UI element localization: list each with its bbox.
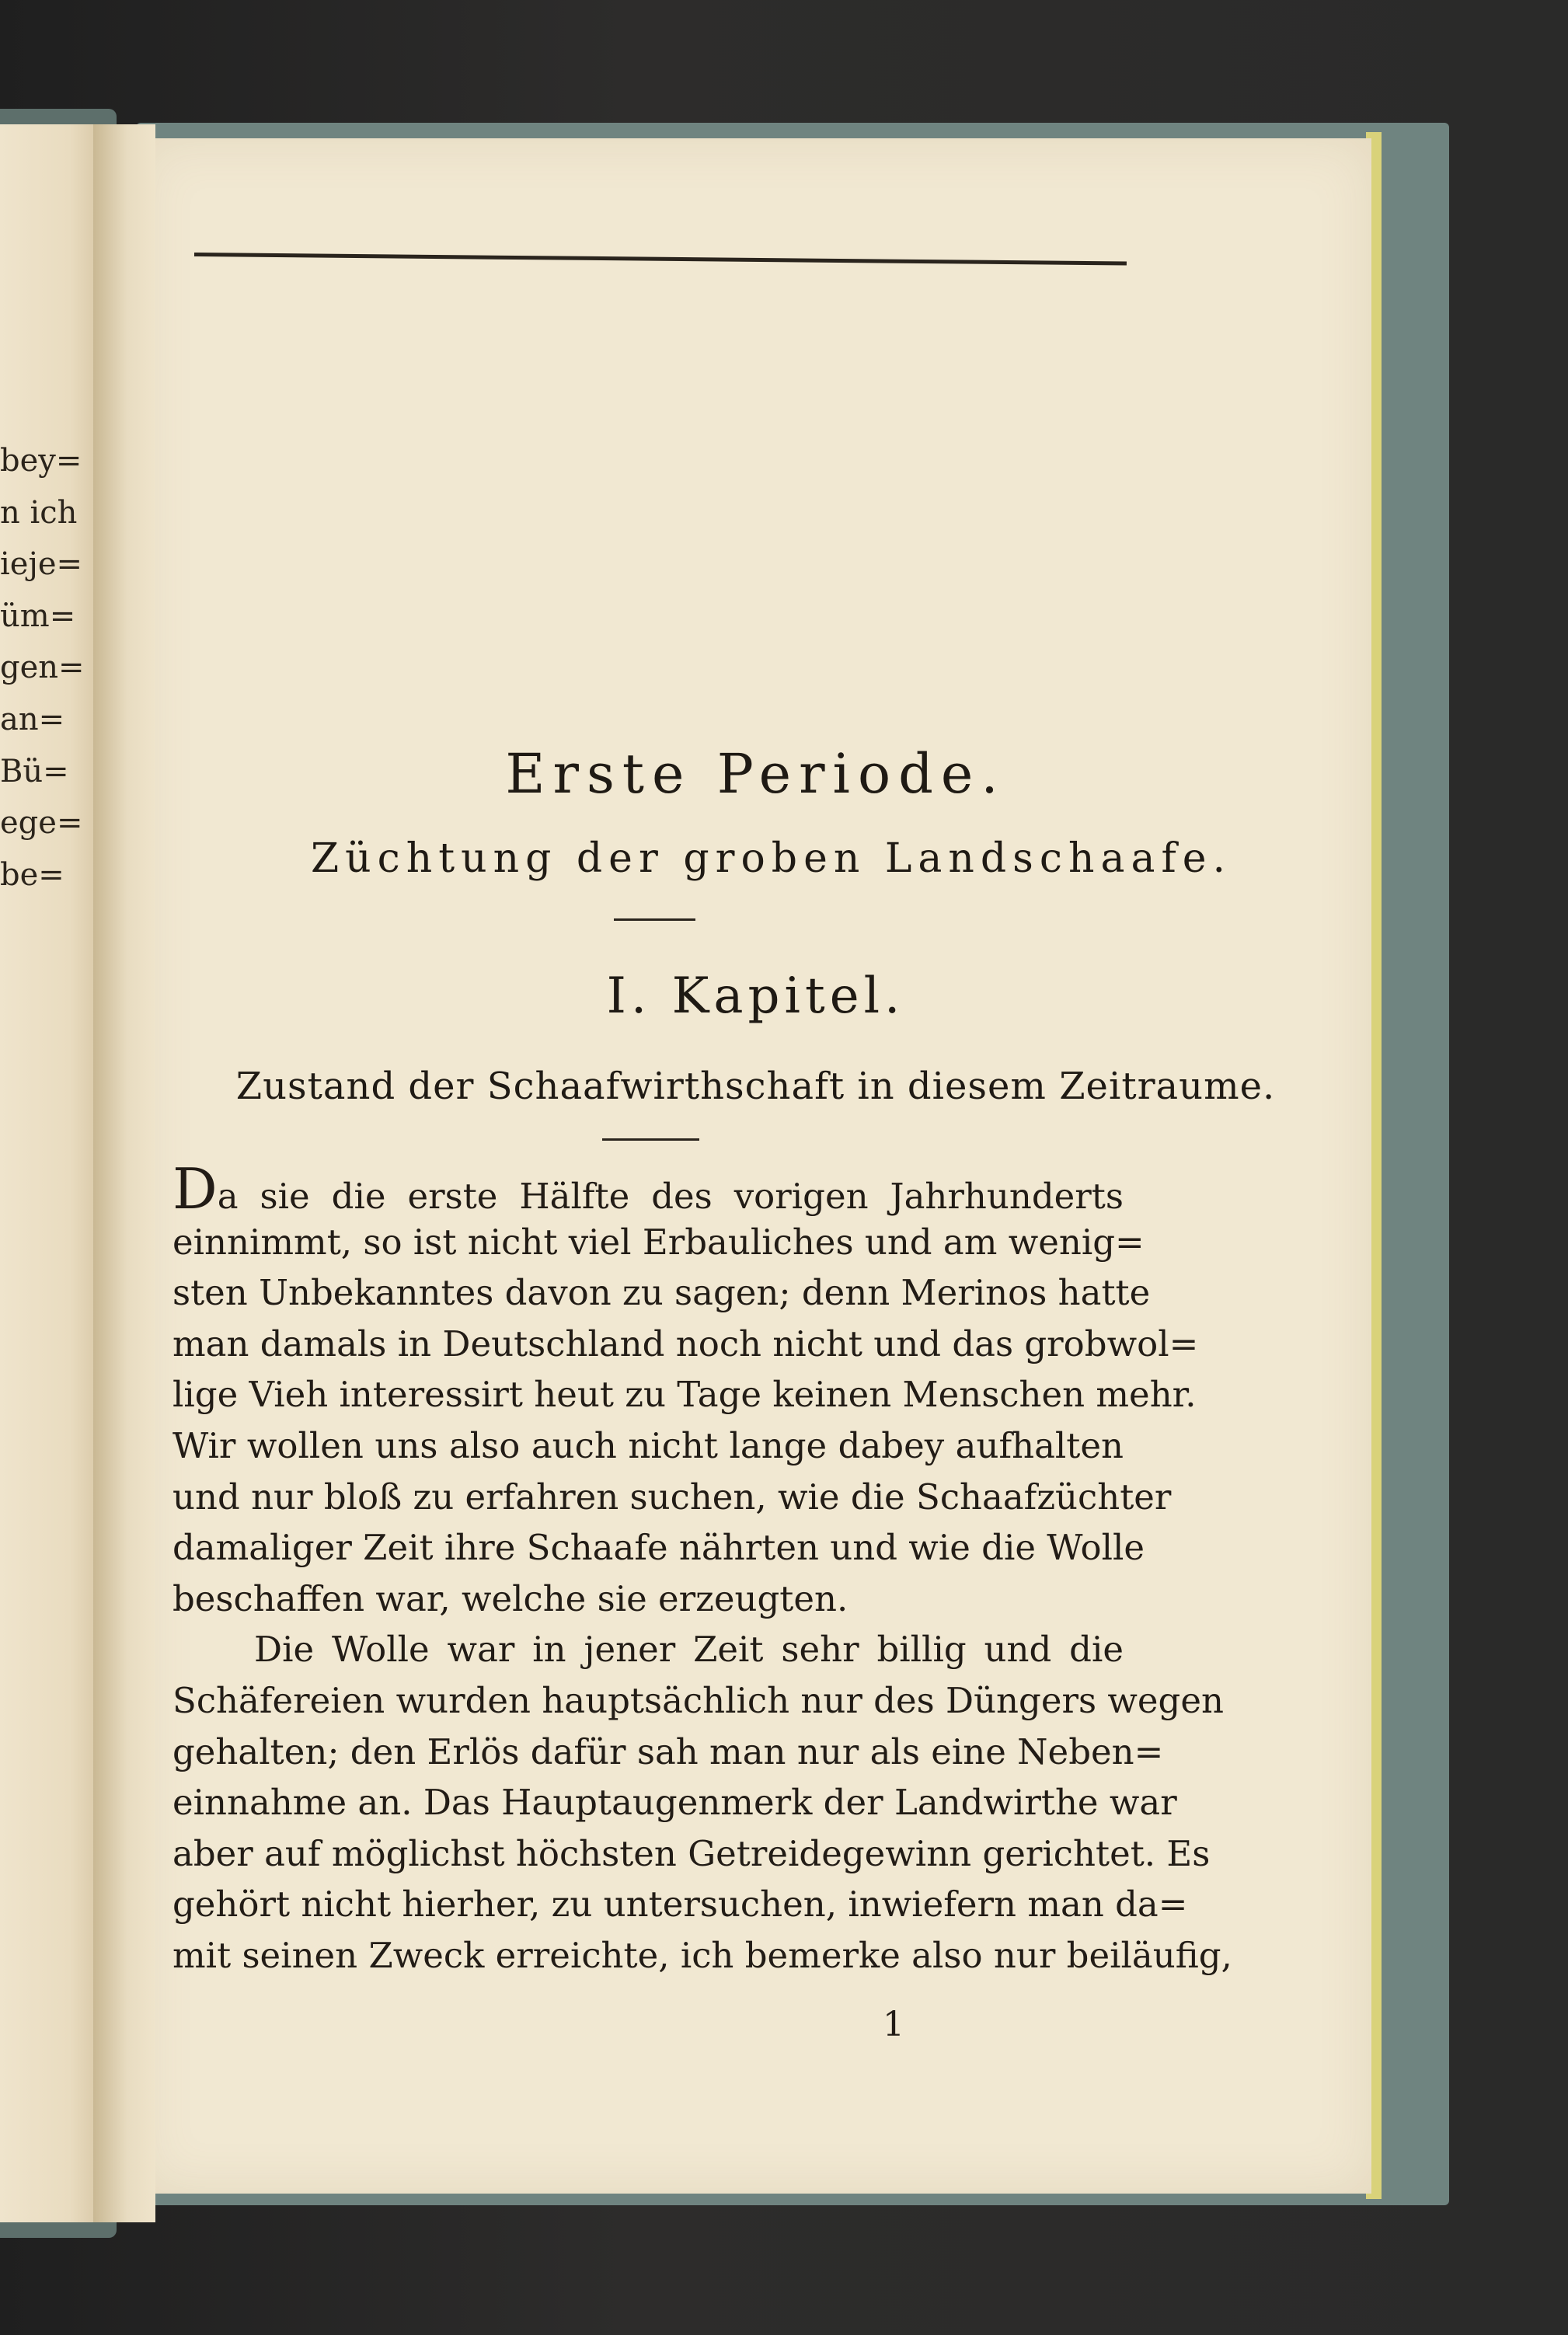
left-fragment: be= [0, 856, 64, 893]
text-line: Schäfereien wurden hauptsächlich nur des Düngers wegen [172, 1679, 1224, 1721]
text-line: und nur bloß zu erfahren suchen, wie die Schaafzüchter [172, 1476, 1172, 1518]
text-line: man damals in Deutschland noch nicht und das grobwol= [172, 1323, 1199, 1364]
divider-rule [602, 1138, 699, 1141]
book-gutter [93, 124, 155, 2222]
text-line: aber auf möglichst höchsten Getreidegewinn gerichtet. Es [172, 1832, 1211, 1874]
text-line: gehalten; den Erlös dafür sah man nur als eine Neben= [172, 1730, 1164, 1772]
left-fragment: ege= [0, 805, 83, 842]
text-line [172, 1156, 1124, 1222]
text-line: lige Vieh interessirt heut zu Tage keinen Menschen mehr. [172, 1374, 1197, 1416]
period-subtitle: Züchtung der groben Landschaafe. [310, 835, 1232, 882]
text-line: mit seinen Zweck erreichte, ich bemerke also nur beiläufig, [172, 1934, 1232, 1976]
left-fragment: bey= [0, 443, 82, 479]
period-title: Erste Periode. [505, 742, 1006, 806]
left-fragment: ieje= [0, 546, 83, 583]
left-fragment: an= [0, 701, 65, 737]
chapter-heading: I. Kapitel. [606, 967, 905, 1025]
text-line: einnahme an. Das Hauptaugenmerk der Landwirthe war [172, 1782, 1177, 1824]
left-fragment: n ich [0, 494, 78, 531]
left-page-text-fragments [0, 435, 85, 901]
left-fragment: Bü= [0, 753, 69, 789]
page-number: 1 [883, 2005, 904, 2044]
divider-rule [614, 918, 695, 921]
text-line: Die Wolle war in jener Zeit sehr billig und die [254, 1629, 1124, 1671]
text-line: sten Unbekanntes davon zu sagen; denn Merinos hatte [172, 1272, 1151, 1314]
text-line: gehört nicht hierher, zu untersuchen, inwiefern man da= [172, 1884, 1188, 1926]
drop-cap: D [172, 1156, 218, 1222]
left-fragment: üm= [0, 598, 76, 634]
text-line-content: a sie die erste Hälfte des vorigen Jahrhunderts [217, 1176, 1124, 1217]
text-line: einnimmt, so ist nicht viel Erbauliches und am wenig= [172, 1221, 1145, 1263]
left-page [0, 124, 99, 2222]
text-line: Wir wollen uns also auch nicht lange dabey aufhalten [172, 1424, 1124, 1466]
text-line: damaliger Zeit ihre Schaafe nährten und wie die Wolle [172, 1527, 1145, 1569]
body-text [172, 1156, 1232, 1981]
text-line: beschaffen war, welche sie erzeugten. [172, 1577, 848, 1619]
left-fragment: gen= [0, 650, 85, 686]
chapter-subtitle: Zustand der Schaafwirthschaft in diesem Zeitraume. [235, 1065, 1276, 1108]
